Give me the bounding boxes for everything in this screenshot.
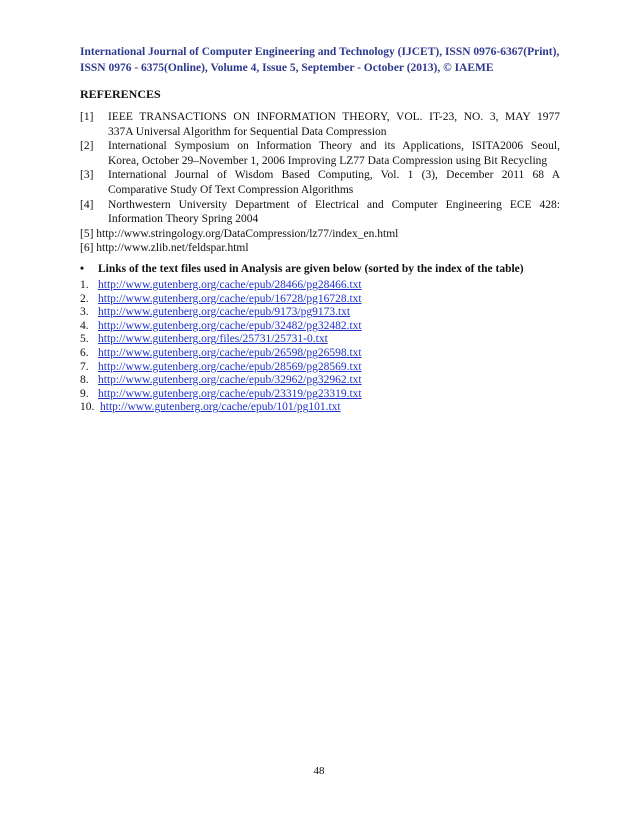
reference-text [108, 168, 560, 197]
reference-item [80, 110, 560, 139]
list-item [80, 320, 362, 334]
reference-text-line: International Symposium on Information Theory and its Applications, ISITA2006 Seoul, [108, 140, 560, 153]
list-item-number: 5. [80, 333, 89, 346]
reference-text-line: IEEE TRANSACTIONS ON INFORMATION THEORY, VOL. IT-23, NO. 3, MAY 1977 [108, 111, 560, 123]
reference-text-line: Korea, October 29–November 1, 2006 Improving LZ77 Data Compression using Bit Recycling [108, 154, 548, 167]
list-item [80, 293, 362, 307]
list-item [80, 279, 362, 293]
links-heading-text: Links of the text files used in Analysis are given below (sorted by the index of the table) [98, 263, 524, 275]
text-file-link[interactable]: http://www.gutenberg.org/cache/epub/32962/pg32962.txt [98, 374, 362, 387]
bullet-icon: • [80, 263, 85, 275]
text-file-link[interactable]: http://www.gutenberg.org/files/25731/25731-0.txt [98, 333, 328, 346]
reference-item [80, 139, 560, 168]
list-item-number: 8. [80, 374, 89, 387]
text-file-link[interactable]: http://www.gutenberg.org/cache/epub/32482/pg32482.txt [98, 319, 362, 332]
reference-item [80, 198, 560, 227]
reference-item-url: [5] http://www.stringology.org/DataCompression/lz77/index_en.html [80, 227, 399, 240]
list-item-number: 4. [80, 319, 89, 332]
text-file-link[interactable]: http://www.gutenberg.org/cache/epub/26598/pg26598.txt [98, 346, 362, 359]
list-item [80, 374, 362, 388]
reference-number: [3] [80, 169, 94, 182]
list-item [80, 306, 362, 320]
list-item [80, 333, 362, 347]
reference-text [108, 110, 560, 139]
reference-text [108, 198, 560, 227]
journal-header [80, 44, 580, 76]
list-item-number: 10. [80, 401, 95, 414]
references-list [80, 110, 560, 256]
list-item-number: 9. [80, 387, 89, 400]
list-item-number: 3. [80, 306, 89, 319]
list-item-number: 7. [80, 360, 89, 373]
list-item [80, 388, 362, 402]
references-heading: REFERENCES [80, 87, 161, 101]
reference-text-line: Northwestern University Department of Electrical and Computer Engineering ECE 428: [108, 198, 560, 211]
journal-header-line-2: ISSN 0976 - 6375(Online), Volume 4, Issue 5, September - October (2013), © IAEME [80, 62, 494, 74]
list-item [80, 401, 362, 415]
reference-number: [1] [80, 111, 94, 123]
list-item-number: 1. [80, 279, 89, 291]
list-item-number: 2. [80, 292, 89, 305]
journal-header-line-1: International Journal of Computer Engineering and Technology (IJCET), ISSN 0976-6367(Print), [80, 46, 560, 58]
reference-text [108, 139, 560, 168]
list-item [80, 347, 362, 361]
reference-number: [2] [80, 140, 94, 153]
text-file-links-list [80, 279, 362, 415]
list-item [80, 361, 362, 375]
text-file-link[interactable]: http://www.gutenberg.org/cache/epub/16728/pg16728.txt [98, 292, 362, 305]
text-file-link[interactable]: http://www.gutenberg.org/cache/epub/101/pg101.txt [100, 401, 341, 414]
reference-text-line: Information Theory Spring 2004 [108, 213, 259, 226]
text-file-link[interactable]: http://www.gutenberg.org/cache/epub/9173/pg9173.txt [98, 306, 351, 319]
links-heading [80, 263, 524, 275]
reference-text-line: Comparative Study Of Text Compression Algorithms [108, 183, 354, 196]
text-file-link[interactable]: http://www.gutenberg.org/cache/epub/23319/pg23319.txt [98, 387, 362, 400]
reference-item [80, 168, 560, 197]
reference-text-line: International Journal of Wisdom Based Computing, Vol. 1 (3), December 2011 68 A [108, 169, 560, 182]
reference-item-url: [6] http://www.zlib.net/feldspar.html [80, 242, 249, 255]
page-number: 48 [313, 765, 325, 777]
text-file-link[interactable]: http://www.gutenberg.org/cache/epub/28569/pg28569.txt [98, 360, 362, 373]
reference-text-line: 337A Universal Algorithm for Sequential Data Compression [108, 125, 387, 138]
text-file-link[interactable]: http://www.gutenberg.org/cache/epub/28466/pg28466.txt [98, 279, 362, 291]
list-item-number: 6. [80, 346, 89, 359]
reference-number: [4] [80, 198, 94, 211]
